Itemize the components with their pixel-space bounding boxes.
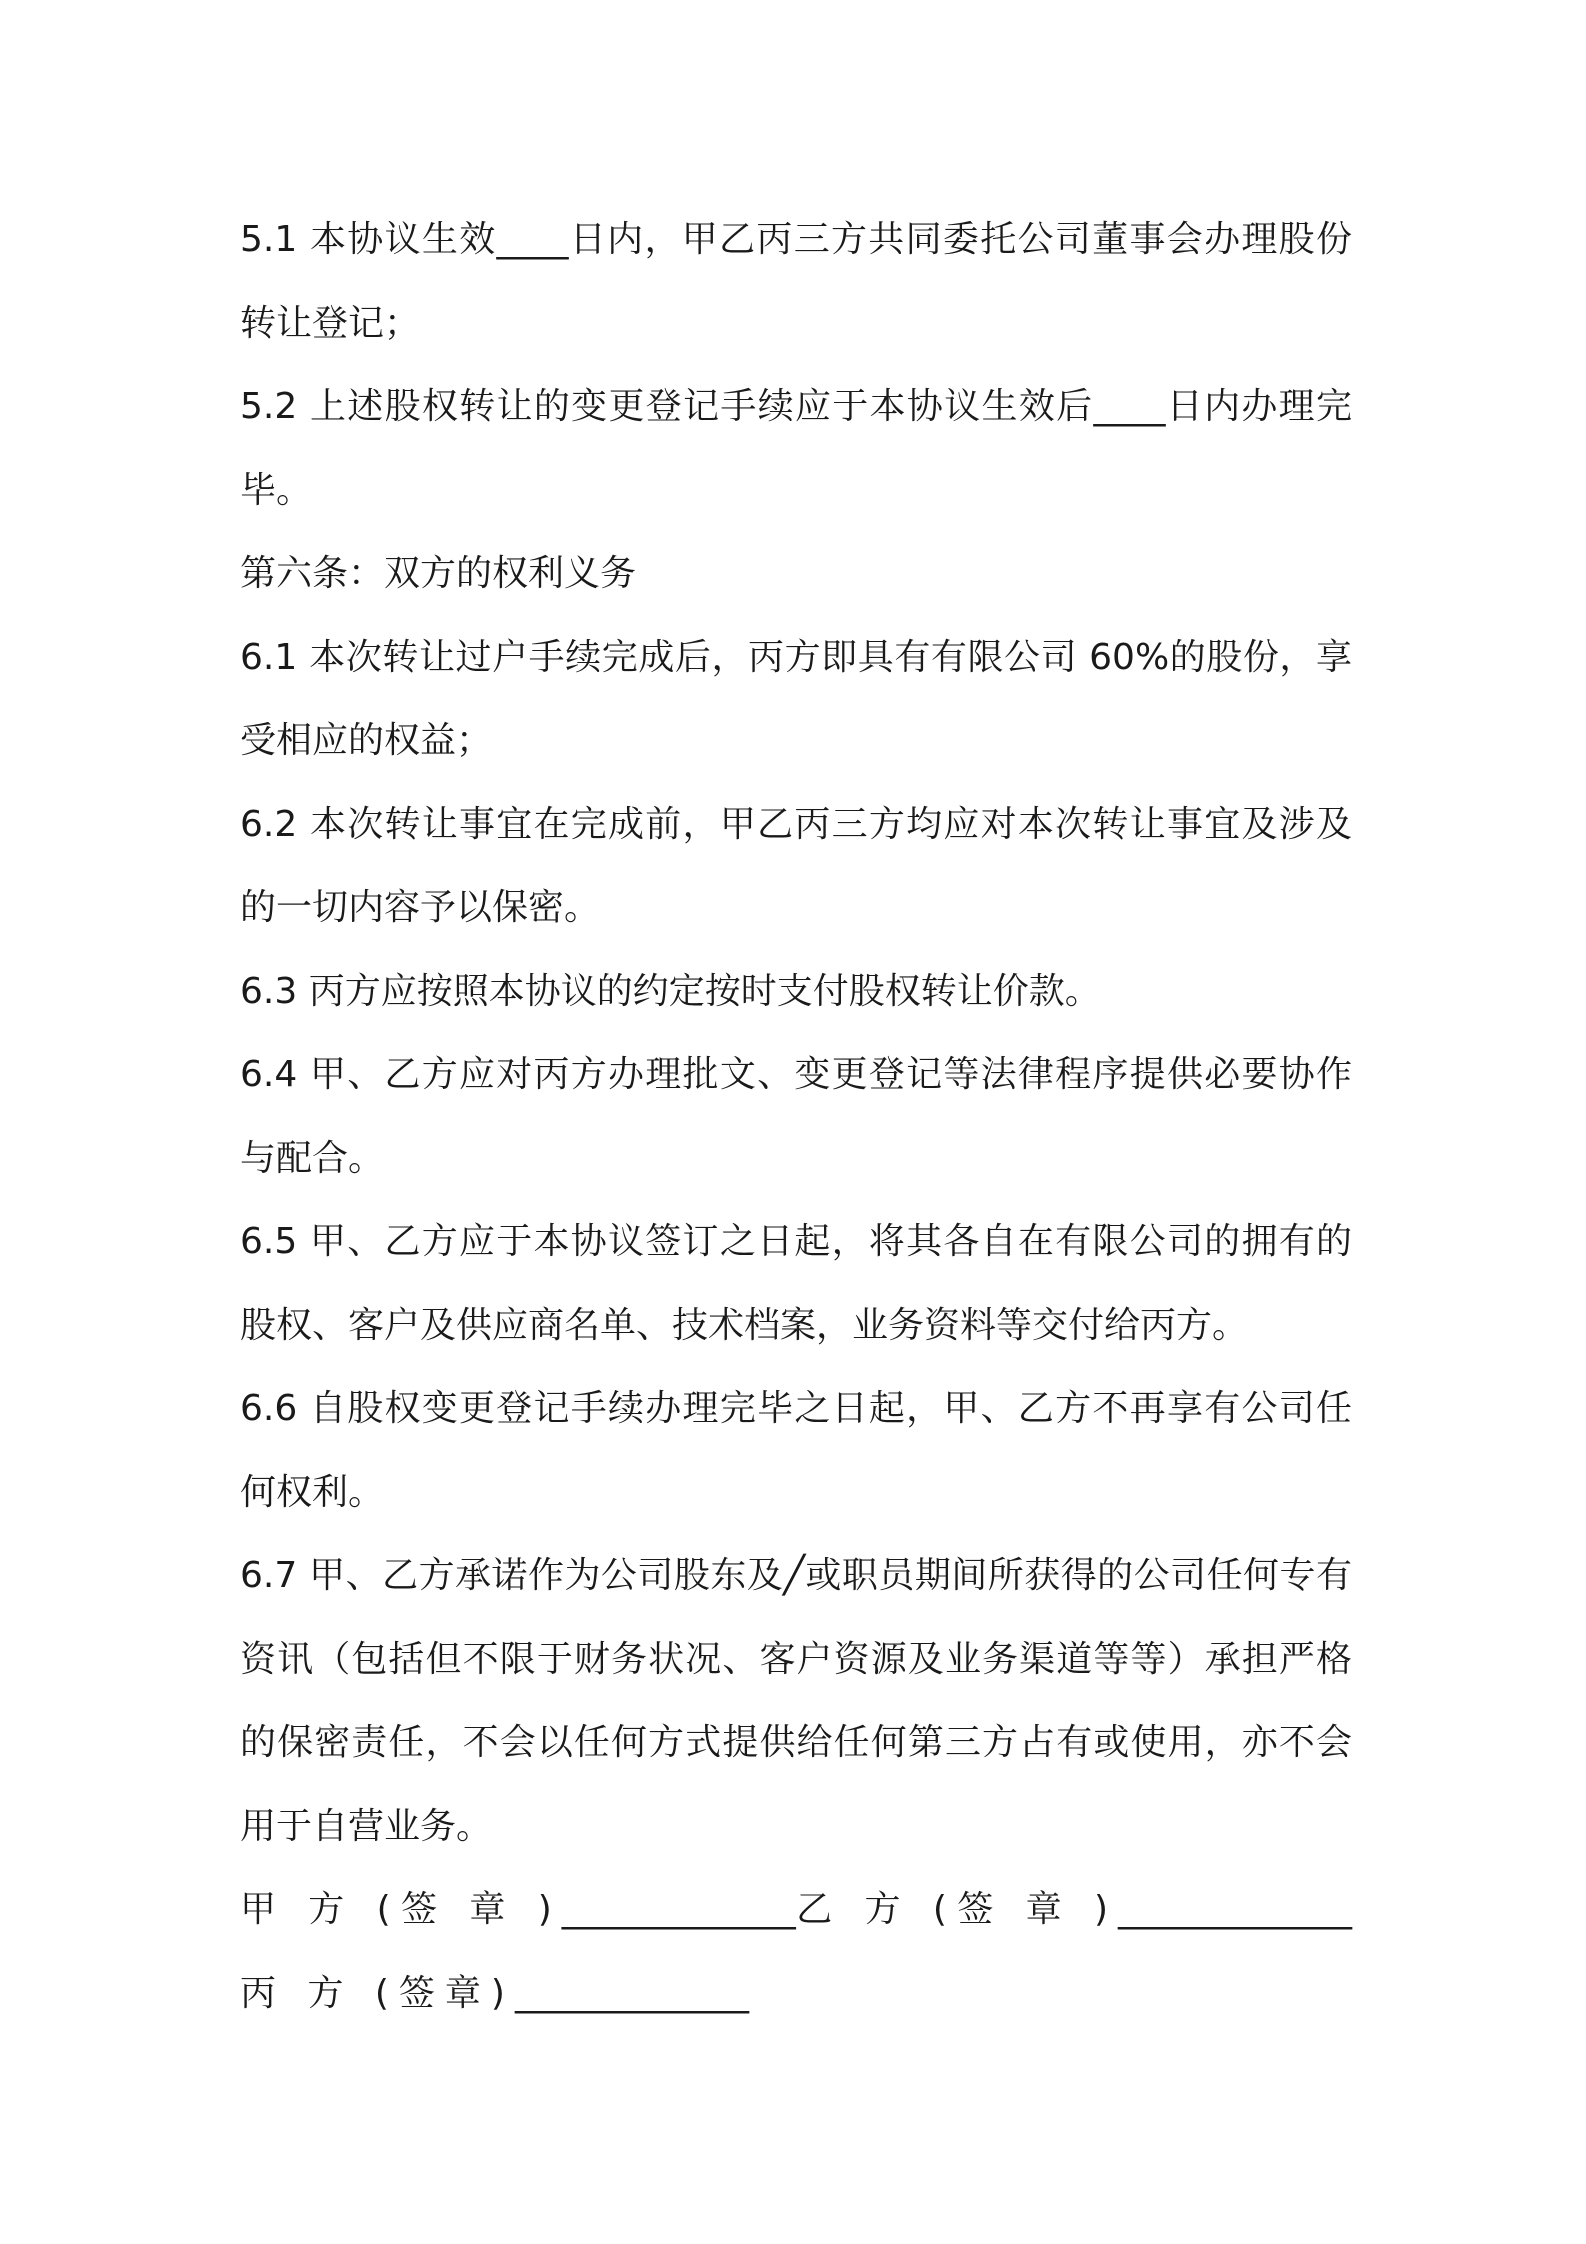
clause-6-6: 6.6 自股权变更登记手续办理完毕之日起，甲、乙方不再享有公司任何权利。 [240, 1388, 1352, 1513]
party-a-signature-line: _____________ [561, 1889, 796, 1930]
clause-6-5: 6.5 甲、乙方应于本协议签订之日起，将其各自在有限公司的拥有的股权、客户及供应商名单、技术档案，业务资料等交付给丙方。 [240, 1221, 1352, 1346]
clause-6-4: 6.4 甲、乙方应对丙方办理批文、变更登记等法律程序提供必要协作与配合。 [240, 1054, 1352, 1179]
party-c-signature-label: 丙 方 (签章) [240, 1972, 515, 2014]
clause-6-7: 6.7 甲、乙方承诺作为公司股东及╱或职员期间所获得的公司任何专有资讯（包括但不限于财务状况、客户资源及业务渠道等等）承担严格的保密责任，不会以任何方式提供给任何第三方占有或使用，亦不会用于自营业务。 [240, 1555, 1352, 1847]
document-body [240, 198, 1352, 2035]
clause-5-2: 5.2 上述股权转让的变更登记手续应于本协议生效后____日内办理完毕。 [240, 386, 1352, 511]
party-c-signature-line: _____________ [514, 1972, 749, 2014]
party-b-signature-line: _____________ [1118, 1889, 1352, 1930]
article-6-heading: 第六条：双方的权利义务 [240, 553, 637, 594]
signature-block [240, 1868, 1352, 2035]
party-b-signature-label: 乙 方 (签 章 ) [795, 1889, 1118, 1930]
clause-6-3: 6.3 丙方应按照本协议的约定按时支付股权转让价款。 [240, 970, 1101, 1012]
party-a-signature-label: 甲 方 (签 章 ) [240, 1889, 562, 1930]
clause-5-1: 5.1 本协议生效____日内，甲乙丙三方共同委托公司董事会办理股份转让登记； [240, 219, 1352, 344]
clause-6-2: 6.2 本次转让事宜在完成前，甲乙丙三方均应对本次转让事宜及涉及的一切内容予以保密。 [240, 803, 1352, 928]
clause-6-1: 6.1 本次转让过户手续完成后，丙方即具有有限公司 60%的股份，享受相应的权益； [240, 636, 1352, 761]
